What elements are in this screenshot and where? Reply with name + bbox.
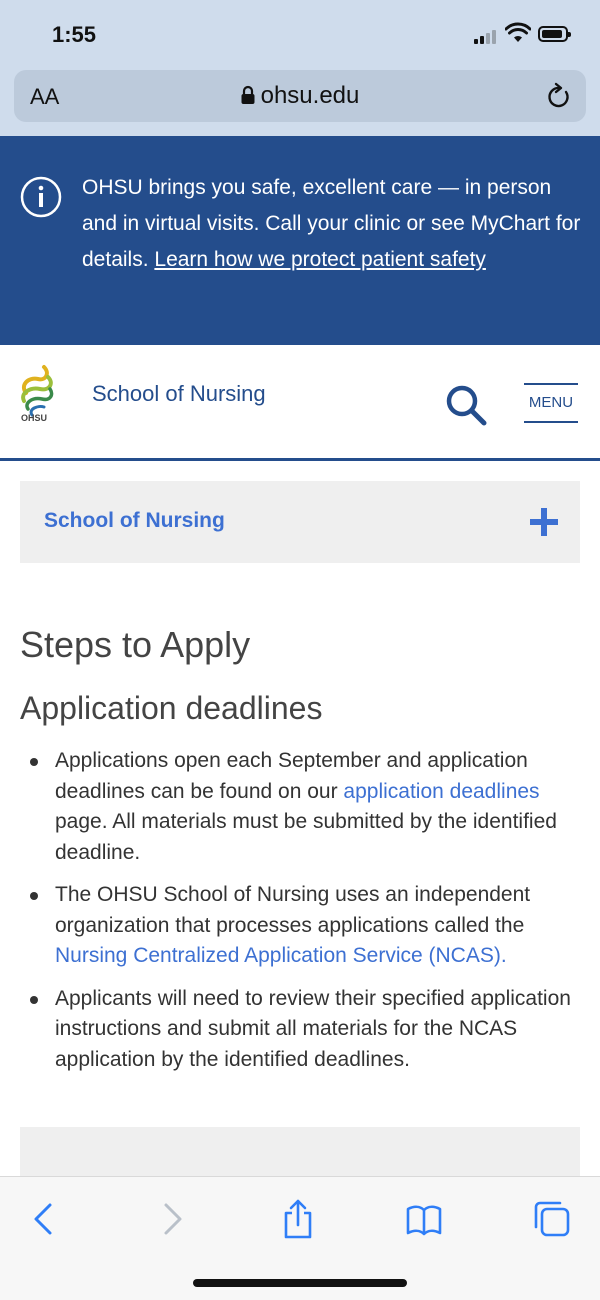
domain-text: ohsu.edu <box>260 82 360 109</box>
status-time: 1:55 <box>52 22 97 47</box>
section-nav-accordion[interactable] <box>20 481 580 563</box>
url-address[interactable] <box>14 82 586 110</box>
wifi-icon <box>505 22 531 44</box>
list-item <box>20 984 580 1076</box>
text-size-label: AA <box>30 84 60 109</box>
site-header <box>0 345 600 461</box>
back-icon[interactable] <box>24 1199 64 1239</box>
deadline-list <box>20 746 580 1087</box>
section-heading: Application deadlines <box>20 690 323 726</box>
bullet-text: Applications open each September and application deadlines can be found on our <box>55 749 528 803</box>
list-item <box>20 746 580 868</box>
home-indicator <box>193 1279 407 1287</box>
list-item <box>20 880 580 972</box>
url-bar[interactable] <box>14 70 586 122</box>
tabs-icon[interactable] <box>532 1199 572 1239</box>
banner-message: OHSU brings you safe, excellent care — in person and in virtual visits. Call your clinic or see MyChart for details. <box>82 176 581 271</box>
application-deadlines-link[interactable]: application deadlines <box>343 779 540 803</box>
battery-icon <box>538 26 568 42</box>
accordion-label: School of Nursing <box>44 509 225 532</box>
lock-icon <box>241 85 255 105</box>
bullet-text: Applicants will need to review their specified application instructions and submit all materials for the NCAS application by the identified deadlines. <box>55 986 571 1071</box>
banner-text <box>82 170 582 278</box>
cellular-signal-icon <box>474 28 500 44</box>
info-icon <box>20 176 62 218</box>
menu-button[interactable]: MENU <box>524 383 578 423</box>
ncas-link[interactable]: Nursing Centralized Application Service (NCAS). <box>55 944 507 967</box>
safety-banner <box>0 136 600 345</box>
bullet-text: page. All materials must be submitted by the identified deadline. <box>55 810 557 864</box>
browser-chrome <box>0 0 600 136</box>
protect-patient-safety-link[interactable]: Learn how we protect patient safety <box>154 248 486 271</box>
school-title-link[interactable]: School of Nursing <box>92 381 266 406</box>
bullet-text: The OHSU School of Nursing uses an independent organization that processes applications called the <box>55 883 531 937</box>
logo-text: OHSU <box>21 413 48 423</box>
page-title: Steps to Apply <box>20 624 251 665</box>
forward-icon[interactable] <box>152 1199 192 1239</box>
share-icon[interactable] <box>278 1199 318 1239</box>
search-icon[interactable] <box>444 383 488 427</box>
reload-icon[interactable] <box>546 82 572 110</box>
plus-icon[interactable] <box>530 508 558 536</box>
bookmarks-icon[interactable] <box>404 1199 444 1239</box>
